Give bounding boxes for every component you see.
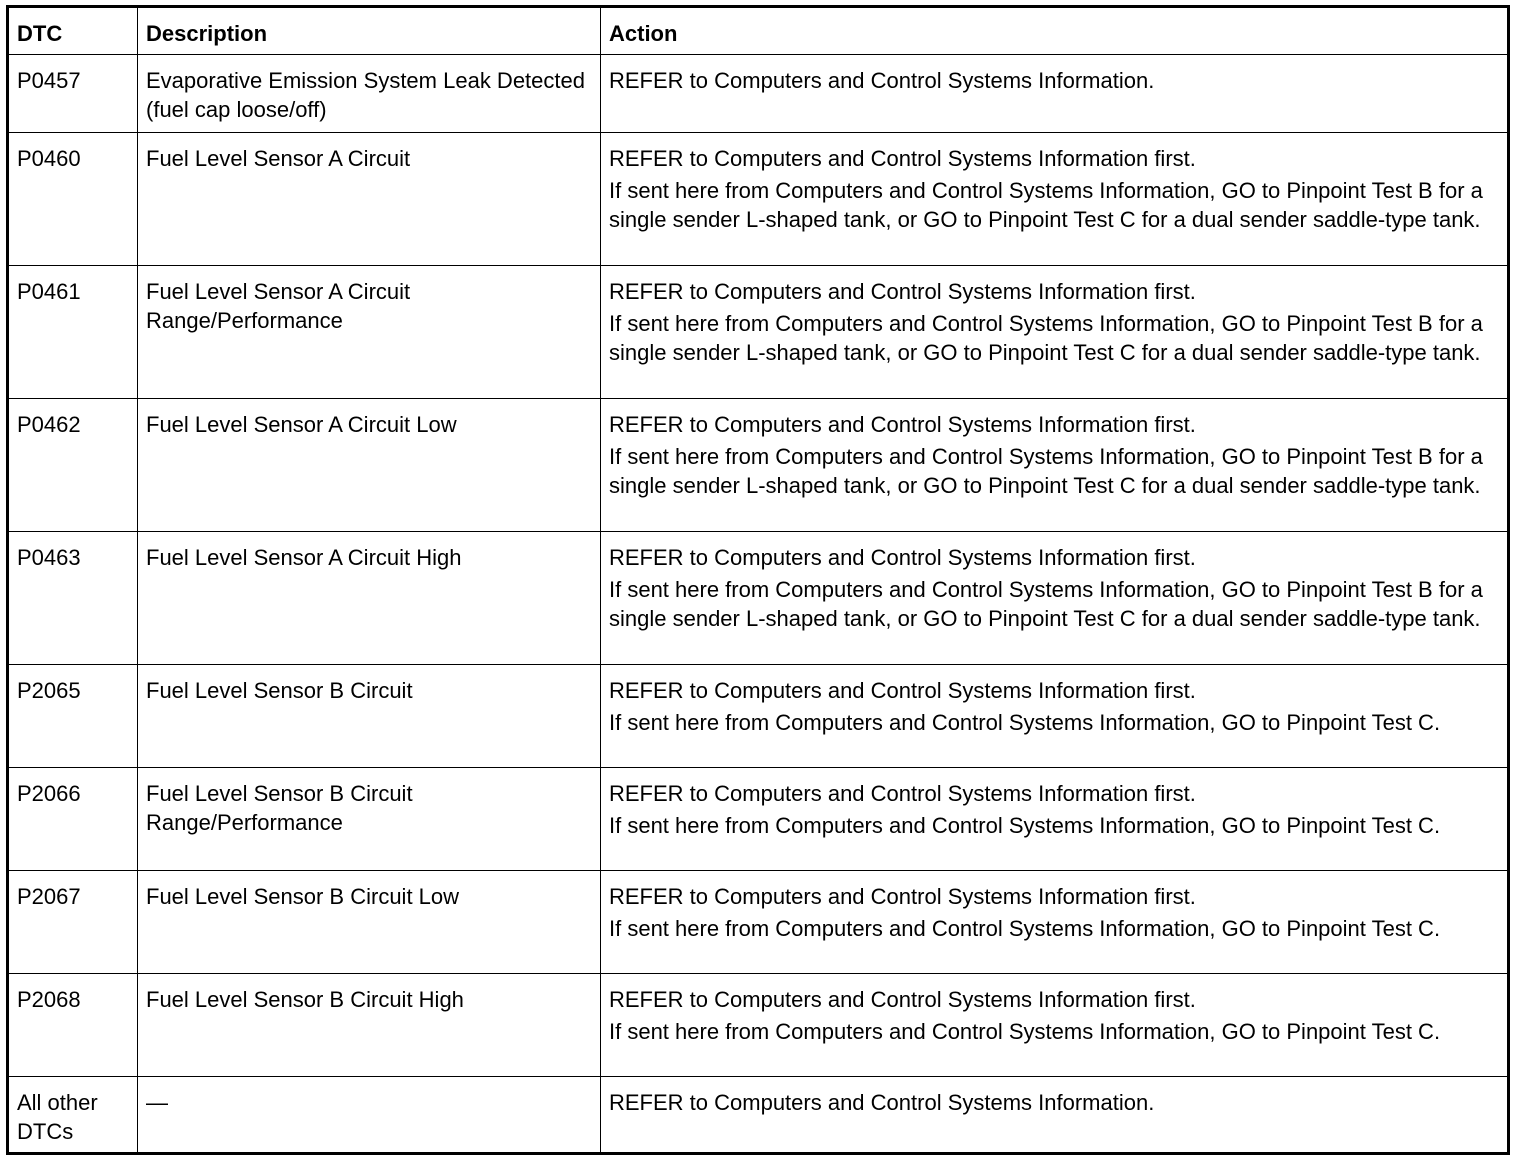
dtc-code: P0463 (8, 532, 138, 665)
action-line: If sent here from Computers and Control Systems Information, GO to Pinpoint Test C. (609, 710, 1441, 735)
dtc-table (6, 5, 1510, 1155)
dtc-description: Evaporative Emission System Leak Detected (fuel cap loose/off) (138, 55, 601, 133)
action-line: If sent here from Computers and Control Systems Information, GO to Pinpoint Test C. (609, 916, 1441, 941)
dtc-description: Fuel Level Sensor A Circuit High (138, 532, 601, 665)
action-line: If sent here from Computers and Control Systems Information, GO to Pinpoint Test B for a single sender L-shaped tank, or GO to Pinpoint Test C for a dual sender saddle-type tank. (609, 178, 1483, 232)
table-row (8, 133, 1509, 266)
action-line: REFER to Computers and Control Systems Information first. (609, 412, 1196, 437)
table-row (8, 399, 1509, 532)
dtc-description: Fuel Level Sensor B Circuit (138, 665, 601, 768)
action-line: If sent here from Computers and Control Systems Information, GO to Pinpoint Test B for a single sender L-shaped tank, or GO to Pinpoint Test C for a dual sender saddle-type tank. (609, 444, 1483, 498)
action-line: REFER to Computers and Control Systems Information first. (609, 884, 1196, 909)
action-line: REFER to Computers and Control Systems Information first. (609, 781, 1196, 806)
table-row (8, 532, 1509, 665)
action-line: REFER to Computers and Control Systems Information first. (609, 146, 1196, 171)
dtc-description: Fuel Level Sensor A Circuit (138, 133, 601, 266)
table-row (8, 55, 1509, 133)
action-line: REFER to Computers and Control Systems Information first. (609, 987, 1196, 1012)
dtc-action (601, 133, 1509, 266)
dtc-code: P2068 (8, 974, 138, 1077)
dtc-action (601, 399, 1509, 532)
dtc-code: P0461 (8, 266, 138, 399)
dtc-description: Fuel Level Sensor B Circuit Range/Performance (138, 768, 601, 871)
dtc-description: Fuel Level Sensor A Circuit Range/Performance (138, 266, 601, 399)
dtc-action (601, 665, 1509, 768)
action-line: REFER to Computers and Control Systems Information. (609, 68, 1155, 93)
header-dtc: DTC (8, 7, 138, 55)
header-description: Description (138, 7, 601, 55)
dtc-code: P0462 (8, 399, 138, 532)
action-line: If sent here from Computers and Control Systems Information, GO to Pinpoint Test C. (609, 813, 1441, 838)
table-row (8, 974, 1509, 1077)
dtc-description: Fuel Level Sensor A Circuit Low (138, 399, 601, 532)
action-line: REFER to Computers and Control Systems Information first. (609, 279, 1196, 304)
action-line: REFER to Computers and Control Systems Information. (609, 1090, 1155, 1115)
dtc-action (601, 1077, 1509, 1154)
table-row (8, 1077, 1509, 1154)
table-row (8, 871, 1509, 974)
dtc-description: — (138, 1077, 601, 1154)
dtc-action (601, 532, 1509, 665)
dtc-description: Fuel Level Sensor B Circuit Low (138, 871, 601, 974)
dtc-action (601, 768, 1509, 871)
header-action: Action (601, 7, 1509, 55)
dtc-code: P0460 (8, 133, 138, 266)
dtc-action (601, 266, 1509, 399)
table-row (8, 665, 1509, 768)
dtc-action (601, 55, 1509, 133)
dtc-code: P2067 (8, 871, 138, 974)
table-row (8, 266, 1509, 399)
action-line: If sent here from Computers and Control Systems Information, GO to Pinpoint Test C. (609, 1019, 1441, 1044)
dtc-code: P2066 (8, 768, 138, 871)
dtc-code: All other DTCs (8, 1077, 138, 1154)
action-line: If sent here from Computers and Control Systems Information, GO to Pinpoint Test B for a single sender L-shaped tank, or GO to Pinpoint Test C for a dual sender saddle-type tank. (609, 311, 1483, 365)
dtc-action (601, 974, 1509, 1077)
dtc-code: P0457 (8, 55, 138, 133)
dtc-code: P2065 (8, 665, 138, 768)
action-line: If sent here from Computers and Control Systems Information, GO to Pinpoint Test B for a single sender L-shaped tank, or GO to Pinpoint Test C for a dual sender saddle-type tank. (609, 577, 1483, 631)
header-row (8, 7, 1509, 55)
table-row (8, 768, 1509, 871)
action-line: REFER to Computers and Control Systems Information first. (609, 678, 1196, 703)
dtc-action (601, 871, 1509, 974)
dtc-description: Fuel Level Sensor B Circuit High (138, 974, 601, 1077)
action-line: REFER to Computers and Control Systems Information first. (609, 545, 1196, 570)
